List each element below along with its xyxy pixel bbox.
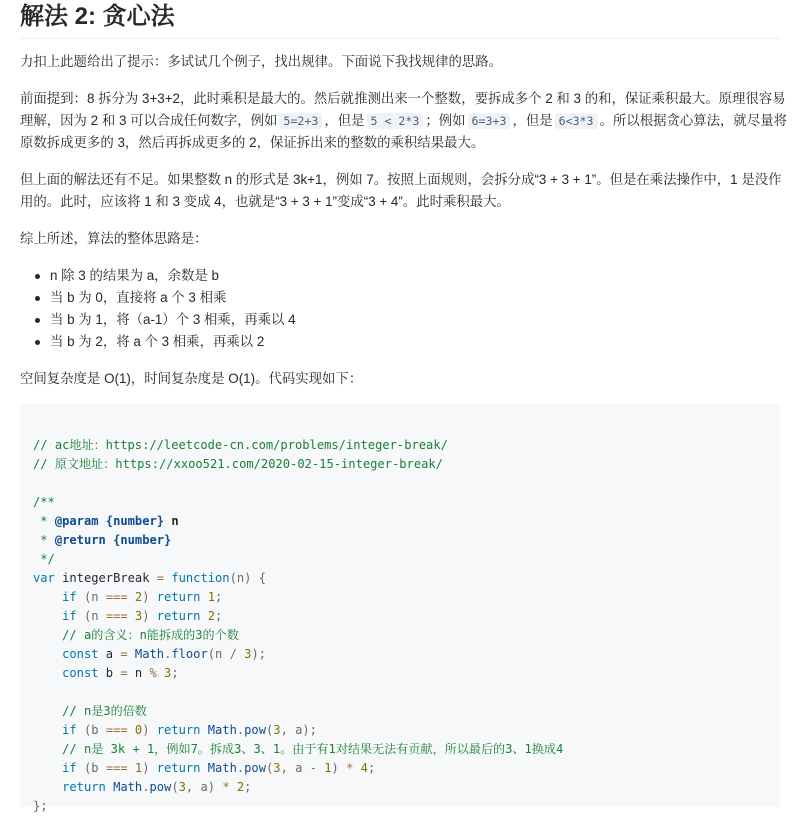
- code-line: [33, 493, 563, 512]
- code-line: [33, 645, 563, 664]
- list-item: [20, 309, 296, 331]
- code-token: const: [33, 666, 99, 680]
- code-token: ): [142, 761, 157, 775]
- code-token: if: [33, 609, 77, 623]
- code-token: // a的含义：n能拆成的3的个数: [33, 628, 239, 642]
- code-token: ): [331, 761, 347, 775]
- list-item-text: n 除 3 的结果为 a，余数是 b: [50, 268, 219, 283]
- code-token: if: [33, 590, 77, 604]
- shortcoming-paragraph: 但上面的解法还有不足。如果整数 n 的形式是 3k+1，例如 7。按照上面规则，会拆分成“3 + 3 + 1”。但是在乘法操作中，1 是没作用的。此时，应该将 1 和 3 变成 4，也就是“3 + 3 + 1”变成“3 + 4”。此时乘积最大。: [20, 172, 782, 209]
- code-token: ===: [105, 761, 128, 775]
- code-token: floor: [171, 647, 208, 661]
- code-line: [33, 607, 563, 626]
- title-divider: [20, 38, 780, 39]
- principle-text-1: 前面提到：8 拆分为 3+3+2，此时乘积是最大的。然后就推测出来一个整数，要拆成多个 2 和 3 的和，保证乘积最大。原理很容易理解，因为 2 和 3 可以合成任何数字，例如: [20, 91, 786, 128]
- principle-text-2: ，但是: [324, 113, 365, 128]
- code-token: ===: [105, 723, 128, 737]
- code-token: // n是3的倍数: [33, 704, 147, 718]
- bullet-icon: [35, 274, 40, 279]
- code-line: [33, 626, 563, 645]
- code-token: // ac地址：https://leetcode-cn.com/problems/integer-break/: [33, 438, 448, 452]
- code-token: ): [142, 609, 157, 623]
- code-token: Math: [127, 647, 165, 661]
- code-token: b: [98, 666, 121, 680]
- code-token: 1: [200, 590, 216, 604]
- code-token: // 原文地址：https://xxoo521.com/2020-02-15-integer-break/: [33, 457, 443, 471]
- code-token: 3: [273, 761, 281, 775]
- code-token: return: [156, 590, 201, 604]
- code-token: /**: [33, 495, 55, 509]
- list-item: [20, 287, 296, 309]
- code-token: return: [156, 761, 201, 775]
- principle-text-4: ，但是: [512, 113, 553, 128]
- code-token: if: [33, 723, 77, 737]
- code-token: (n: [76, 590, 106, 604]
- code-token: (n: [76, 609, 106, 623]
- code-line: [33, 683, 563, 702]
- code-token: @param: [54, 514, 99, 528]
- list-item-text: 当 b 为 2，将 a 个 3 相乘，再乘以 2: [50, 334, 265, 349]
- code-token: n: [127, 666, 150, 680]
- code-token: (: [266, 761, 274, 775]
- code-token: {number}: [98, 514, 165, 528]
- code-token: return: [156, 723, 201, 737]
- code-token: ): [142, 590, 157, 604]
- bullet-icon: [35, 296, 40, 301]
- code-token: 2: [200, 609, 216, 623]
- code-token: if: [33, 761, 77, 775]
- code-token: (b: [76, 723, 106, 737]
- code-token: /: [229, 647, 237, 661]
- code-token: (n) {: [229, 571, 266, 585]
- code-token: -: [309, 761, 317, 775]
- code-token: .: [164, 647, 172, 661]
- code-token: (: [266, 723, 274, 737]
- code-token: *: [346, 761, 354, 775]
- code-token: (b: [76, 761, 106, 775]
- code-line: [33, 588, 563, 607]
- code-token: return: [33, 780, 106, 794]
- code-token: pow: [244, 723, 266, 737]
- code-token: 3: [127, 609, 143, 623]
- code-token: =: [120, 666, 128, 680]
- code-token: {number}: [105, 533, 172, 547]
- code-token: 3: [236, 647, 252, 661]
- code-content[interactable]: [33, 417, 563, 816]
- code-token: pow: [149, 780, 172, 794]
- code-token: 2: [127, 590, 143, 604]
- code-token: ===: [105, 590, 128, 604]
- code-line: [33, 664, 563, 683]
- code-token: ===: [105, 609, 128, 623]
- code-token: , a): [185, 780, 223, 794]
- code-token: , a);: [280, 723, 317, 737]
- principle-paragraph: [20, 88, 790, 154]
- code-line: [33, 531, 563, 550]
- code-token: const: [33, 647, 99, 661]
- code-token: @return: [54, 533, 106, 547]
- list-item-text: 当 b 为 0，直接将 a 个 3 相乘: [50, 290, 227, 305]
- code-token: var: [33, 571, 55, 585]
- code-token: (n: [207, 647, 230, 661]
- code-token: integerBreak: [54, 571, 157, 585]
- code-token: ;: [215, 609, 223, 623]
- inline-code-1: 5=2+3: [279, 113, 322, 129]
- code-token: 1: [316, 761, 332, 775]
- code-token: 3: [273, 723, 281, 737]
- code-token: , a: [280, 761, 310, 775]
- code-line: [33, 759, 563, 778]
- code-token: // n是 3k + 1，例如7。拆成3、3、1。由于有1对结果无法有贡献，所以最后的3、1换成4: [33, 742, 564, 756]
- code-token: Math: [200, 723, 237, 737]
- code-token: %: [149, 666, 157, 680]
- code-token: .: [236, 761, 245, 775]
- code-token: .: [142, 780, 150, 794]
- code-token: n: [164, 514, 179, 528]
- code-line: [33, 474, 563, 493]
- code-token: ;: [244, 780, 252, 794]
- inline-code-3: 6=3+3: [468, 113, 511, 129]
- code-token: a: [98, 647, 121, 661]
- code-token: (: [171, 780, 179, 794]
- code-token: 4: [353, 761, 368, 775]
- code-token: };: [33, 799, 48, 813]
- code-token: 3: [178, 780, 186, 794]
- list-item: [20, 331, 296, 353]
- code-line: [33, 455, 563, 474]
- code-token: *: [33, 514, 55, 528]
- code-token: 3: [156, 666, 172, 680]
- code-token: 1: [127, 761, 143, 775]
- code-token: Math: [200, 761, 237, 775]
- inline-code-4: 6<3*3: [555, 113, 598, 129]
- list-item: [20, 265, 296, 287]
- code-token: function: [164, 571, 230, 585]
- code-line: [33, 569, 563, 588]
- intro-paragraph: 力扣上此题给出了提示：多试试几个例子，找出规律。下面说下我找规律的思路。: [20, 54, 503, 69]
- code-token: ;: [215, 590, 223, 604]
- code-token: return: [156, 609, 201, 623]
- principle-text-5: 。所以根据贪心算法，就尽量将原数拆成更多的 3，然后再拆成更多的 2，保证拆出来的整数的乘积结果最大。: [20, 113, 787, 150]
- bullet-icon: [35, 340, 40, 345]
- code-token: *: [33, 533, 55, 547]
- inline-code-2: 5 < 2*3: [367, 113, 424, 129]
- code-line: [33, 702, 563, 721]
- code-token: ;: [171, 666, 179, 680]
- bullet-icon: [35, 318, 40, 323]
- code-block[interactable]: [20, 404, 780, 813]
- code-line: [33, 721, 563, 740]
- complexity-paragraph: 空间复杂度是 O(1)，时间复杂度是 O(1)。代码实现如下：: [20, 371, 363, 386]
- principle-text-3: ；例如: [425, 113, 466, 128]
- code-token: 2: [229, 780, 245, 794]
- list-item-text: 当 b 为 1，将（a-1）个 3 相乘，再乘以 4: [50, 312, 296, 327]
- code-token: =: [120, 647, 128, 661]
- code-token: ): [142, 723, 157, 737]
- code-token: pow: [244, 761, 266, 775]
- code-line: [33, 778, 563, 797]
- code-token: Math: [105, 780, 143, 794]
- code-token: ;: [367, 761, 376, 775]
- code-line: [33, 740, 563, 759]
- code-token: */: [33, 552, 55, 566]
- page-title: 解法 2: 贪心法: [20, 3, 175, 30]
- code-line: [33, 512, 563, 531]
- summary-paragraph: 综上所述，算法的整体思路是：: [20, 231, 208, 246]
- code-token: *: [222, 780, 230, 794]
- code-token: );: [251, 647, 266, 661]
- code-line: [33, 436, 563, 455]
- code-token: 0: [127, 723, 143, 737]
- code-line: [33, 550, 563, 569]
- code-token: .: [236, 723, 245, 737]
- algorithm-steps-list: [20, 265, 296, 353]
- code-token: =: [156, 571, 165, 585]
